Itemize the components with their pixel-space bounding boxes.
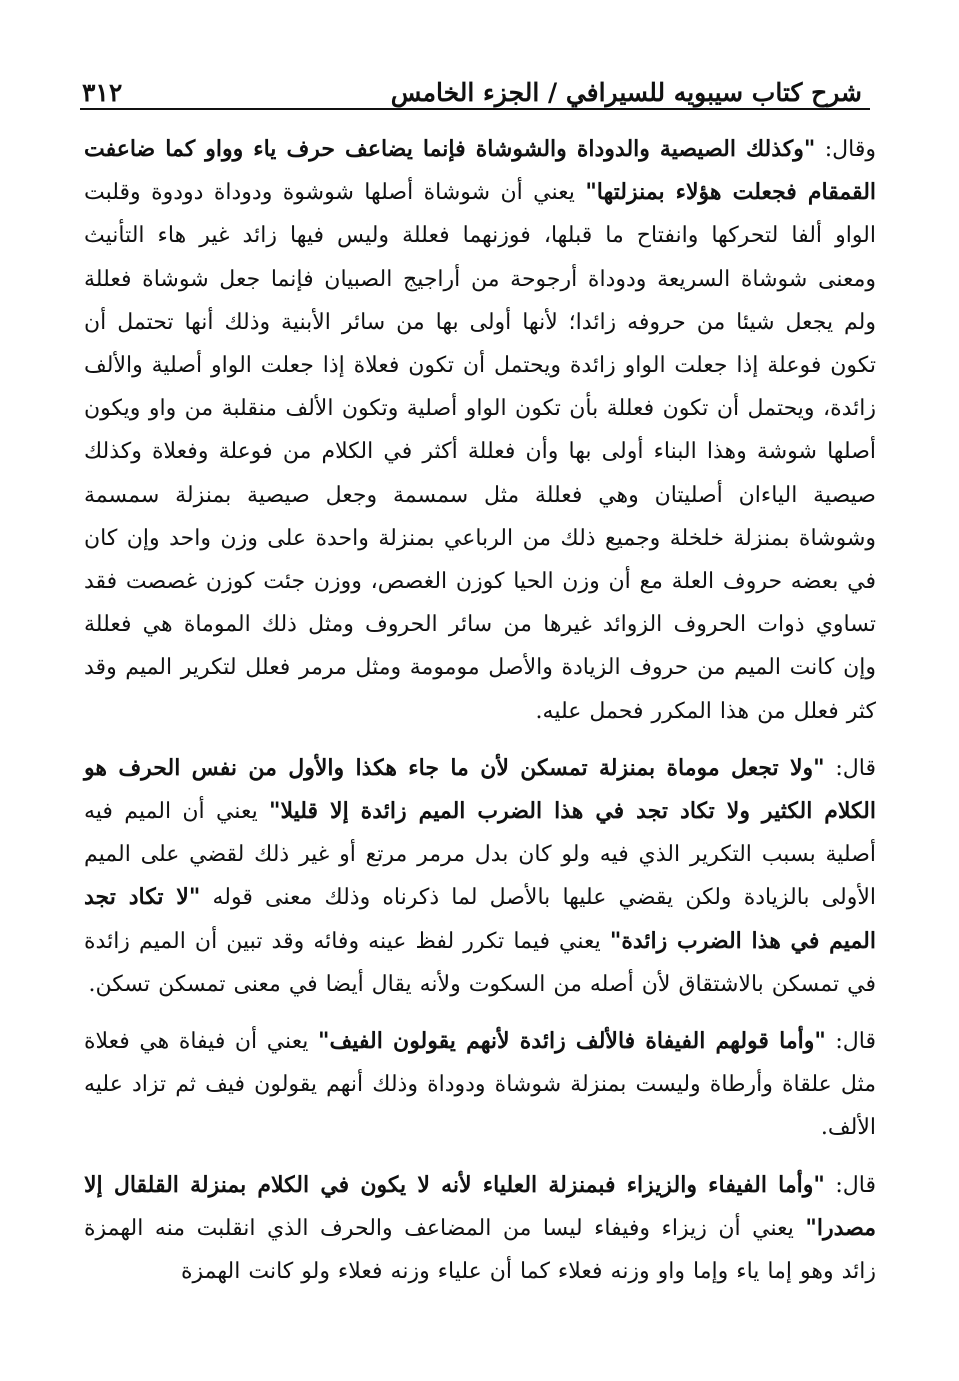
page-header [82,62,862,106]
quoted-text-inline: "لا تكاد تجد الميم في هذا الضرب زائدة" [84,884,876,954]
commentary-text-continued: يعني فيما تكرر لفظ عينه وفائه وقد تبين أن الميم زائدة في تمسكن بالاشتقاق لأن أصله من السكوت ولأنه يقال أيضا في معنى تمسكن تسكن. [84,928,876,997]
paragraph-1 [84,128,876,733]
paragraph-label: قال: [835,755,876,781]
commentary-text: يعني أن شوشاة أصلها شوشوة ودوداة دودوة وقلبت الواو ألفا لتحركها وانفتاح ما قبلها، فوزنهما فعللة وليس فيها زائد غير هاء التأنيث ومعنى شوشاة السريعة ودوداة أرجوحة من أراجيج الصبيان فإنما جعل شوشاة فعللة ولم يجعل شيئا من حروفه زائدا؛ لأنها أولى بها من سائر الأبنية وذلك أنها تحتمل أن تكون فوعلة إذا جعلت الواو زائدة ويحتمل أن تكون فعلاة إذا جعلت الواو أصلية والألف زائدة، ويحتمل أن تكون فعللة بأن تكون الواو أصلية وتكون الألف منقلبة من واو ويكون أصلها شوشة وهذا البناء أولى بها وأن فعللة أكثر في الكلام من فوعلة وفعلاة وكذلك صيصية الياءان أصليتان وهي فعللة مثل سمسمة وجعل صيصية بمنزلة سمسمة وشوشاة بمنزلة خلخلة وجميع ذلك من الرباعي بمنزلة واحدة على وزن واحد وإن كان في بعضه حروف العلة مع أن وزن الحيا كوزن الغصص، ووزن جئت كوزن غصصت فقد تساوي ذوات الحروف الزوائد غيرها من سائر الحروف ومثل ذلك الموماة هي فعللة وإن كانت الميم من حروف الزيادة والأصل مومومة ومثل مرمر فعلل لتكرير الميم وقد كثر فعلل من هذا المكرر فحمل عليه. [84,180,877,724]
header-divider [80,108,870,110]
paragraph-label: وقال: [824,137,876,162]
quoted-text: "ولا تجعل موماة بمنزلة تمسكن لأن ما جاء هكذا والأول من نفس الحرف هو الكلام الكثير ولا تكاد تجد في هذا الضرب الميم زائدة إلا قليلا" [84,754,876,825]
quoted-text: "وكذلك الصيصية والدوداة والشوشاة فإنما يضاعف حرف ياء وواو كما ضاعفت القمقام فجعلت هؤلاء بمنزلتها" [84,136,877,206]
paragraph-2 [84,747,876,1006]
paragraph-4 [84,1164,876,1294]
quoted-text: "وأما الفيفاء والزيزاء فبمنزلة العلياء لأنه لا يكون في الكلام بمنزلة القلقال إلا مصدرا" [84,1171,876,1241]
quoted-text: "وأما قولهم الفيفاة فالألف زائدة لأنهم يقولون الفيف" [318,1028,826,1055]
paragraph-label: قال: [835,1029,876,1055]
commentary-text: يعني أن فيفاة هي فعلاة مثل علقاة وأرطاة وليست بمنزلة شوشاة ودوداة وذلك أنهم يقولون فيف ثم تزاد عليه الألف. [84,1029,876,1141]
paragraph-label: قال: [835,1172,876,1198]
commentary-text: يعني أن الميم فيه أصلية بسبب التكرير الذي فيه ولو كان بدل مرمر مرتع أو غير ذلك لقضي على الميم الأولى بالزيادة ولكن يقضي عليها بالأصل لما ذكرناه وذلك معنى قوله [84,799,877,911]
paragraph-3 [84,1020,876,1150]
page-number: ٣١٢ [82,77,123,107]
book-title: شرح كتاب سيبويه للسيرافي / الجزء الخامس [390,77,862,107]
page-body [84,128,876,1293]
commentary-text: يعني أن زيزاء وفيفاء ليسا من المضاعف والحرف الذي انقلبت منه الهمزة زائد وهو إما ياء وإما واو وزنه فعلاء كما أن علياء وزنه فعلاء ولو كانت الهمزة [84,1215,876,1285]
